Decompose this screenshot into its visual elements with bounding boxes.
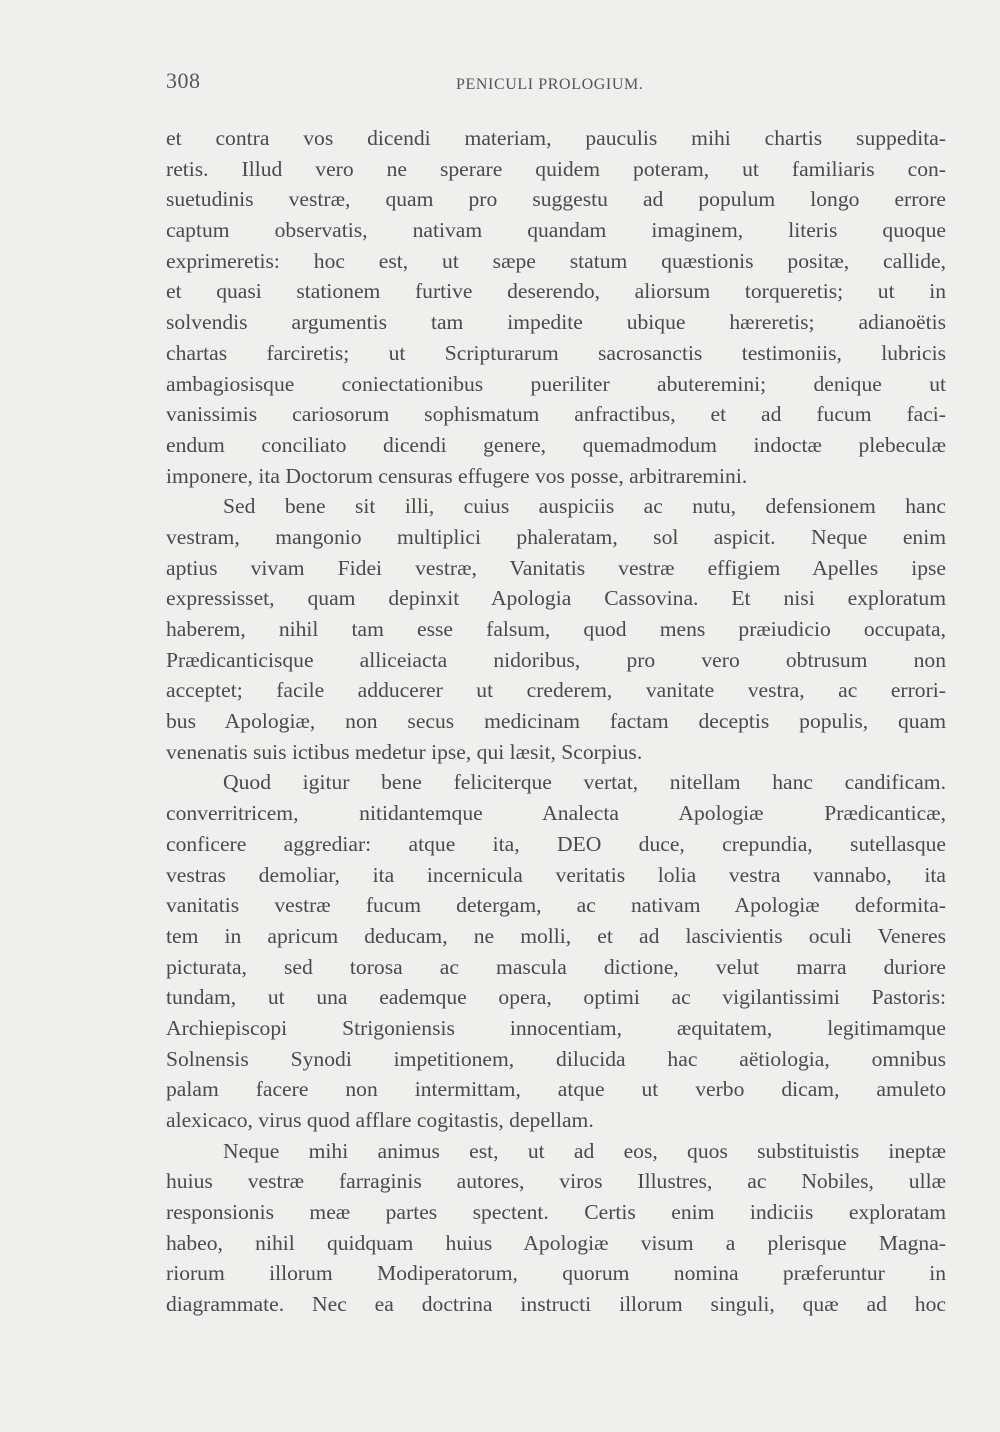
text-line: ambagiosisque coniectationibus pueriliter abuteremini; denique ut xyxy=(166,371,946,396)
text-line: suetudinis vestræ, quam pro suggestu ad populum longo errore xyxy=(166,187,946,212)
text-line: exprimeretis: hoc est, ut sæpe statum quæstionis positæ, callide, xyxy=(166,248,946,273)
text-line: vanissimis cariosorum sophismatum anfractibus, et ad fucum faci- xyxy=(166,402,946,427)
text-line: vanitatis vestræ fucum detergam, ac nativam Apologiæ deformita- xyxy=(166,893,946,918)
text-line: Archiepiscopi Strigoniensis innocentiam, æquitatem, legitimamque xyxy=(166,1015,946,1040)
text-line: picturata, sed torosa ac mascula dictione, velut marra duriore xyxy=(166,954,946,979)
text-line: habeo, nihil quidquam huius Apologiæ visum a plerisque Magna- xyxy=(166,1230,946,1255)
text-line: venenatis suis ictibus medetur ipse, qui læsit, Scorpius. xyxy=(166,739,643,764)
text-line: captum observatis, nativam quandam imaginem, literis quoque xyxy=(166,218,946,243)
text-line: aptius vivam Fidei vestræ, Vanitatis vestræ effigiem Apelles ipse xyxy=(166,555,946,580)
text-line: chartas farciretis; ut Scripturarum sacrosanctis testimoniis, lubricis xyxy=(166,340,946,365)
body-text xyxy=(166,123,946,1320)
text-line: conficere aggrediar: atque ita, DEO duce, crepundia, sutellasque xyxy=(166,831,946,856)
text-line: responsionis meæ partes spectent. Certis enim indiciis exploratam xyxy=(166,1200,946,1225)
text-line: Quod igitur bene feliciterque vertat, nitellam hanc candificam. xyxy=(223,770,946,795)
text-line: et contra vos dicendi materiam, pauculis mihi chartis suppedita- xyxy=(166,126,946,150)
text-line: palam facere non intermittam, atque ut verbo dicam, amuleto xyxy=(166,1077,946,1102)
text-line: acceptet; facile adducerer ut crederem, vanitate vestra, ac errori- xyxy=(166,678,946,703)
text-line: vestram, mangonio multiplici phaleratam, sol aspicit. Neque enim xyxy=(166,524,946,549)
text-line: tundam, ut una eademque opera, optimi ac vigilantissimi Pastoris: xyxy=(166,985,946,1010)
text-line: huius vestræ farraginis autores, viros Illustres, ac Nobiles, ullæ xyxy=(166,1169,946,1194)
text-line: expressisset, quam depinxit Apologia Cassovina. Et nisi exploratum xyxy=(166,586,946,611)
text-line: vestras demoliar, ita incernicula veritatis lolia vestra vannabo, ita xyxy=(166,862,946,887)
text-line: haberem, nihil tam esse falsum, quod mens præiudicio occupata, xyxy=(166,617,946,641)
text-line: et quasi stationem furtive deserendo, aliorsum torqueretis; ut in xyxy=(166,279,946,304)
running-title: PENICULI PROLOGIUM. xyxy=(456,76,644,93)
text-line: converritricem, nitidantemque Analecta Apologiæ Prædicanticæ, xyxy=(166,801,946,826)
text-line: Neque mihi animus est, ut ad eos, quos substituistis ineptæ xyxy=(223,1138,946,1163)
text-line: alexicaco, virus quod afflare cogitastis, depellam. xyxy=(166,1108,594,1132)
text-line: Solnensis Synodi impetitionem, dilucida hac aëtiologia, omnibus xyxy=(166,1046,946,1071)
text-line: bus Apologiæ, non secus medicinam factam deceptis populis, quam xyxy=(166,709,946,734)
text-line: endum conciliato dicendi genere, quemadmodum indoctæ plebeculæ xyxy=(166,432,946,457)
text-line: riorum illorum Modiperatorum, quorum nomina præferuntur in xyxy=(166,1261,946,1286)
text-line: Prædicanticisque alliceiacta nidoribus, pro vero obtrusum non xyxy=(166,647,946,672)
text-line: diagrammate. Nec ea doctrina instructi illorum singuli, quæ ad hoc xyxy=(166,1292,946,1317)
text-line: solvendis argumentis tam impedite ubique hæreretis; adianoëtis xyxy=(166,310,946,335)
text-line: imponere, ita Doctorum censuras effugere vos posse, arbitraremini. xyxy=(166,463,748,488)
text-line: Sed bene sit illi, cuius auspiciis ac nutu, defensionem hanc xyxy=(223,494,946,519)
page-number: 308 xyxy=(166,68,201,93)
text-line: retis. Illud vero ne sperare quidem poteram, ut familiaris con- xyxy=(166,156,946,181)
text-line: tem in apricum deducam, ne molli, et ad lascivientis oculi Veneres xyxy=(166,923,946,948)
